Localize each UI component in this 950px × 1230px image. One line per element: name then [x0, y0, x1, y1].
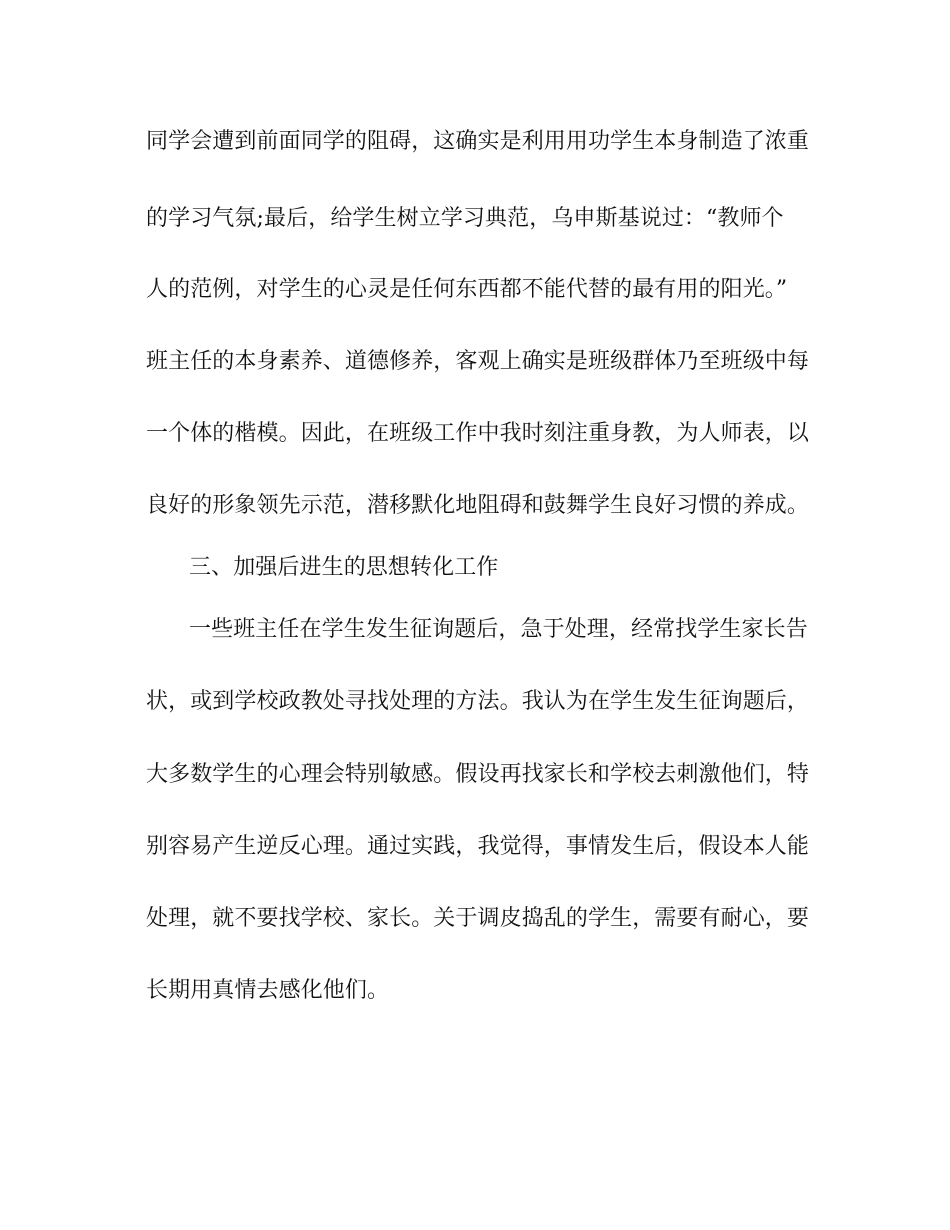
paragraph-line: 长期用真情去感化他们。 — [146, 978, 390, 1003]
paragraph-line: 同学会遭到前面同学的阻碍，这确实是利用用功学生本身制造了浓重 — [146, 129, 810, 154]
section-heading: 三、加强后进生的思想转化工作 — [189, 555, 499, 580]
paragraph-line: 一个体的楷模。因此，在班级工作中我时刻注重身教，为人师表，以 — [146, 421, 810, 446]
paragraph-line: 人的范例，对学生的心灵是任何东西都不能代替的最有用的阳光。” — [146, 277, 788, 302]
paragraph-line: 大多数学生的心理会特别敏感。假设再找家长和学校去刺激他们，特 — [146, 762, 810, 787]
paragraph-line: 一些班主任在学生发生征询题后，急于处理，经常找学生家长告 — [189, 617, 808, 642]
paragraph-line: 处理，就不要找学校、家长。关于调皮捣乱的学生，需要有耐心，要 — [146, 906, 810, 931]
paragraph-line: 良好的形象领先示范，潜移默化地阻碍和鼓舞学生良好习惯的养成。 — [146, 493, 810, 518]
paragraph-line: 班主任的本身素养、道德修养，客观上确实是班级群体乃至班级中每 — [146, 349, 810, 374]
paragraph-line: 别容易产生逆反心理。通过实践，我觉得，事情发生后，假设本人能 — [146, 834, 810, 859]
paragraph-line: 状，或到学校政教处寻找处理的方法。我认为在学生发生征询题后， — [146, 689, 810, 714]
paragraph-line: 的学习气氛;最后，给学生树立学习典范，乌申斯基说过：“教师个 — [146, 206, 784, 231]
